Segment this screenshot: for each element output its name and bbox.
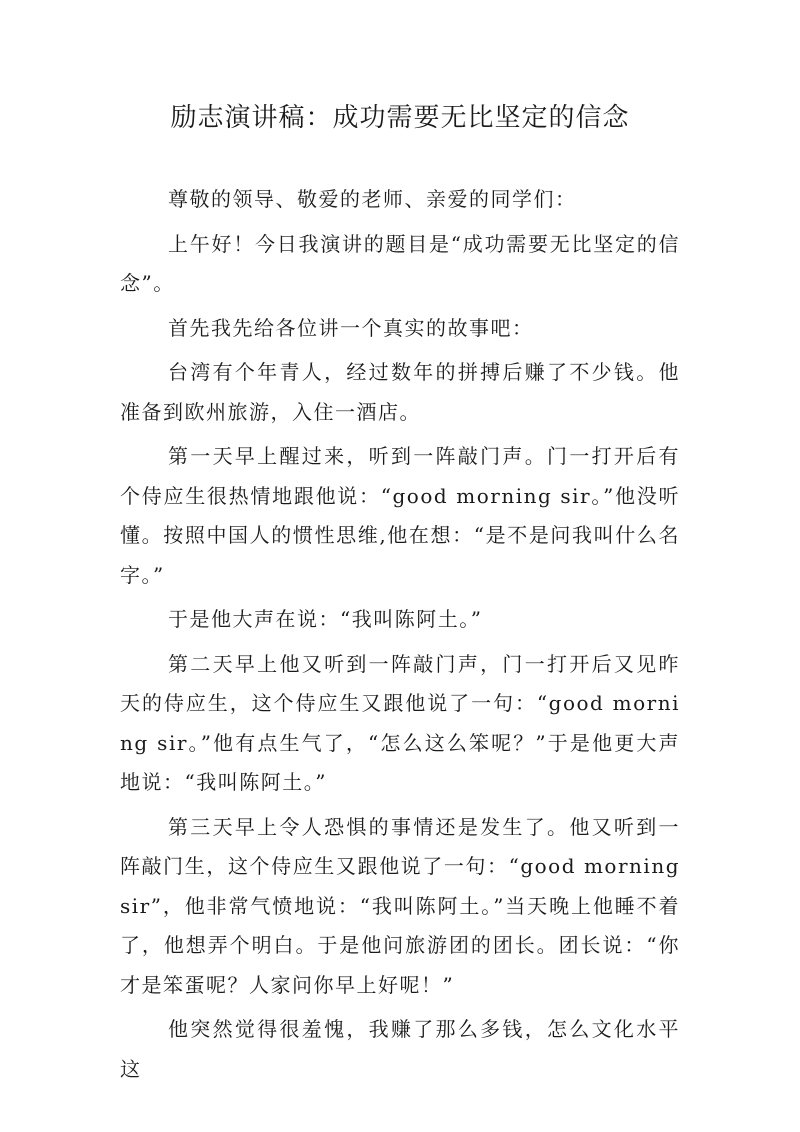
- paragraph-story-start: 台湾有个年青人，经过数年的拼搏后赚了不少钱。他准备到欧州旅游，入住一酒店。: [120, 360, 680, 424]
- document-title: 励志演讲稿：成功需要无比坚定的信念: [170, 103, 630, 133]
- paragraph-topic: 上午好！今日我演讲的题目是“成功需要无比坚定的信念”。: [120, 231, 680, 295]
- paragraph-day-two: 第二天早上他又听到一阵敲门声，门一打开后又见昨天的侍应生，这个侍应生又跟他说了一句：“good morning sir。”他有点生气了，“怎么这么笨呢？”于是他更大声地说：“我叫陈阿土。”: [120, 651, 680, 794]
- paragraph-realization: 他突然觉得很羞愧，我赚了那么多钱，怎么文化水平这: [120, 1017, 680, 1081]
- paragraph-greeting: 尊敬的领导、敬爱的老师、亲爱的同学们：: [168, 187, 577, 211]
- paragraph-day-three: 第三天早上令人恐惧的事情还是发生了。他又听到一阵敲门生，这个侍应生又跟他说了一句：“good morning sir”，他非常气愤地说：“我叫陈阿土。”当天晚上他睡不着了，他想弄个明白。于是他问旅游团的团长。团长说：“你才是笨蛋呢？人家问你早上好呢！”: [120, 814, 680, 997]
- paragraph-reply-one: 于是他大声在说：“我叫陈阿土。”: [168, 607, 483, 631]
- paragraph-intro: 首先我先给各位讲一个真实的故事吧：: [168, 315, 534, 340]
- paragraph-day-one: 第一天早上醒过来，听到一阵敲门声。门一打开后有个侍应生很热情地跟他说：“good morning sir。”他没听懂。按照中国人的惯性思维,他在想：“是不是问我叫什么名字。”: [120, 444, 680, 587]
- document-body: [120, 180, 680, 1094]
